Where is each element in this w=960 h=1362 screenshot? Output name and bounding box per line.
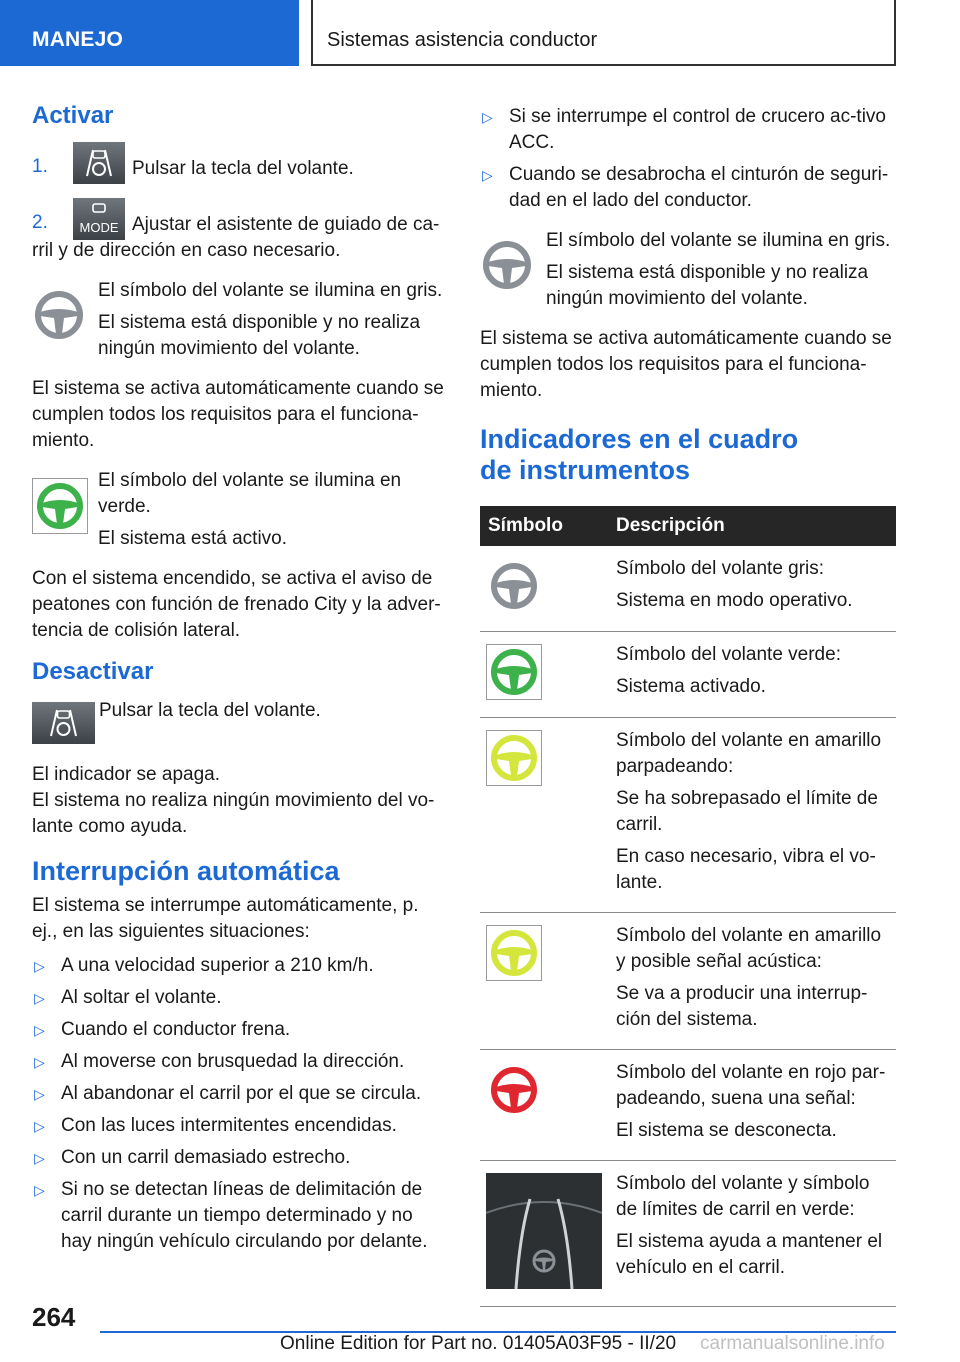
heading-indicadores: Indicadores en el cuadro de instrumentos (480, 424, 799, 485)
table-header-row (480, 506, 896, 546)
steering-wheel-gray-icon (480, 238, 534, 297)
row-desc: Se ha sobrepasado el límite de carril. (616, 788, 878, 835)
step-2-text: Ajustar el asistente de guiado de ca- (132, 214, 440, 235)
row-desc: Símbolo del volante en amarillo parpadeando: (616, 730, 882, 777)
assist-key-icon (32, 702, 95, 749)
heading-interrupcion: Interrupción automática (32, 856, 340, 886)
list-item: ▷ Al moverse con brusquedad la dirección. (32, 1049, 448, 1075)
row-desc: Símbolo del volante en rojo par-padeando, suena una señal: (616, 1062, 886, 1109)
steering-wheel-yellow-icon (486, 773, 542, 790)
mode-key-label: MODE (79, 220, 119, 235)
steering-wheel-gray-icon (32, 288, 86, 347)
section-label: MANEJO (32, 28, 124, 51)
heading-activar: Activar (32, 102, 114, 129)
row-desc: El sistema ayuda a mantener el vehículo en el carril. (616, 1231, 883, 1278)
auto-activation-text: El sistema se activa automáticamente cuando se cumplen todos los requisitos para el funciona-miento. (480, 328, 892, 401)
right-column (480, 104, 896, 1307)
chapter-title: Sistemas asistencia conductor (327, 29, 598, 51)
steering-wheel-gray-icon (486, 601, 542, 618)
list-item: ▷ Con las luces intermitentes encendidas. (32, 1113, 448, 1139)
chapter-box (311, 0, 896, 66)
step-number: 1. (32, 156, 48, 177)
table-row (480, 1161, 896, 1307)
gray-indicator-note (32, 278, 448, 362)
row-desc: Símbolo del volante en amarillo y posible señal acústica: (616, 925, 882, 972)
row-desc: Se va a producir una interrup-ción del sistema. (616, 983, 868, 1030)
bullet-triangle-icon: ▷ (34, 1118, 45, 1134)
list-item: ▷ Si no se detectan líneas de delimitación de carril durante un tiempo determinado y no hay ningún vehículo circulando por delante. (34, 1179, 428, 1252)
list-item: ▷ Si se interrumpe el control de crucero ac-tivo ACC. (482, 106, 886, 153)
watermark: carmanualsonline.info (700, 1333, 885, 1354)
steering-wheel-green-icon (32, 478, 88, 539)
interruption-list-cont (480, 104, 896, 214)
row-desc: Sistema activado. (616, 676, 766, 697)
list-item: ▷ A una velocidad superior a 210 km/h. (32, 953, 448, 979)
deactivate-key-row (32, 698, 448, 750)
gray-note-line-2: El sistema está disponible y no realiza ningún movimiento del volante. (98, 312, 421, 359)
steering-wheel-red-icon (486, 1105, 542, 1122)
step-1-text: Pulsar la tecla del volante. (132, 158, 354, 179)
bullet-triangle-icon: ▷ (34, 990, 45, 1006)
no-steering-text: El sistema no realiza ningún movimiento del vo-lante como ayuda. (32, 790, 435, 837)
gray-note-line-1: El símbolo del volante se ilumina en gris. (546, 230, 891, 251)
table-row (480, 718, 896, 913)
bullet-triangle-icon: ▷ (482, 109, 493, 125)
bullet-triangle-icon: ▷ (482, 167, 493, 183)
row-desc: En caso necesario, vibra el vo-lante. (616, 846, 876, 893)
list-item: ▷ Al abandonar el carril por el que se circula. (32, 1081, 448, 1107)
bullet-triangle-icon: ▷ (34, 1182, 45, 1198)
row-desc: Símbolo del volante verde: (616, 644, 841, 665)
row-desc: Símbolo del volante gris: (616, 558, 825, 579)
gray-note-line-2: El sistema está disponible y no realiza ningún movimiento del volante. (546, 262, 869, 309)
bullet-triangle-icon: ▷ (34, 1054, 45, 1070)
row-desc: Símbolo del volante y símbolo de límites de carril en verde: (616, 1173, 870, 1220)
green-note-line-2: El sistema está activo. (98, 528, 288, 549)
section-tab (0, 0, 299, 66)
indicator-off-text: El indicador se apaga. (32, 764, 221, 785)
gray-note-line-1: El símbolo del volante se ilumina en gris. (98, 280, 443, 301)
list-item: ▷ Cuando se desabrocha el cinturón de seguri-dad en el lado del conductor. (482, 164, 889, 211)
table-row (480, 1050, 896, 1161)
step-1 (32, 142, 448, 194)
col-header-description: Descripción (608, 506, 896, 546)
bullet-triangle-icon: ▷ (34, 1150, 45, 1166)
page-number: 264 (32, 1302, 76, 1332)
pedestrian-warning-text: Con el sistema encendido, se activa el aviso de peatones con función de frenado City y la adver-tencia de colisión lateral. (32, 568, 441, 641)
heading-desactivar: Desactivar (32, 658, 154, 685)
green-note-line-1: El símbolo del volante se ilumina en verde. (98, 470, 402, 517)
table-row (480, 632, 896, 718)
auto-activation-text: El sistema se activa automáticamente cuando se cumplen todos los requisitos para el funciona-miento. (32, 378, 444, 451)
row-desc: Sistema en modo operativo. (616, 590, 853, 611)
lane-display-icon (486, 1276, 602, 1293)
row-desc: El sistema se desconecta. (616, 1120, 837, 1141)
list-item: ▷ Al soltar el volante. (32, 985, 448, 1011)
left-column (32, 98, 448, 1261)
interruption-list (32, 953, 448, 1255)
steering-wheel-yellow-icon (486, 968, 542, 985)
deactivate-key-text: Pulsar la tecla del volante. (99, 700, 321, 721)
step-2-text-cont: rril y de dirección en caso necesario. (32, 240, 341, 261)
step-number: 2. (32, 212, 48, 233)
bullet-triangle-icon: ▷ (34, 958, 45, 974)
step-2 (32, 198, 448, 264)
table-row (480, 546, 896, 632)
gray-indicator-note (480, 228, 896, 312)
indicator-table (480, 506, 896, 1307)
interruption-intro: El sistema se interrumpe automáticamente, p. ej., en las siguientes situaciones: (32, 895, 419, 942)
green-indicator-note (32, 468, 448, 552)
assist-key-icon (73, 142, 125, 189)
table-row (480, 913, 896, 1050)
col-header-symbol: Símbolo (480, 506, 608, 546)
mode-key-icon (73, 198, 125, 245)
list-item: ▷ Cuando el conductor frena. (32, 1017, 448, 1043)
edition-note: Online Edition for Part no. 01405A03F95 - II/20 (280, 1333, 677, 1354)
bullet-triangle-icon: ▷ (34, 1022, 45, 1038)
list-item: ▷ Con un carril demasiado estrecho. (32, 1145, 448, 1171)
steering-wheel-green-icon (486, 687, 542, 704)
bullet-triangle-icon: ▷ (34, 1086, 45, 1102)
